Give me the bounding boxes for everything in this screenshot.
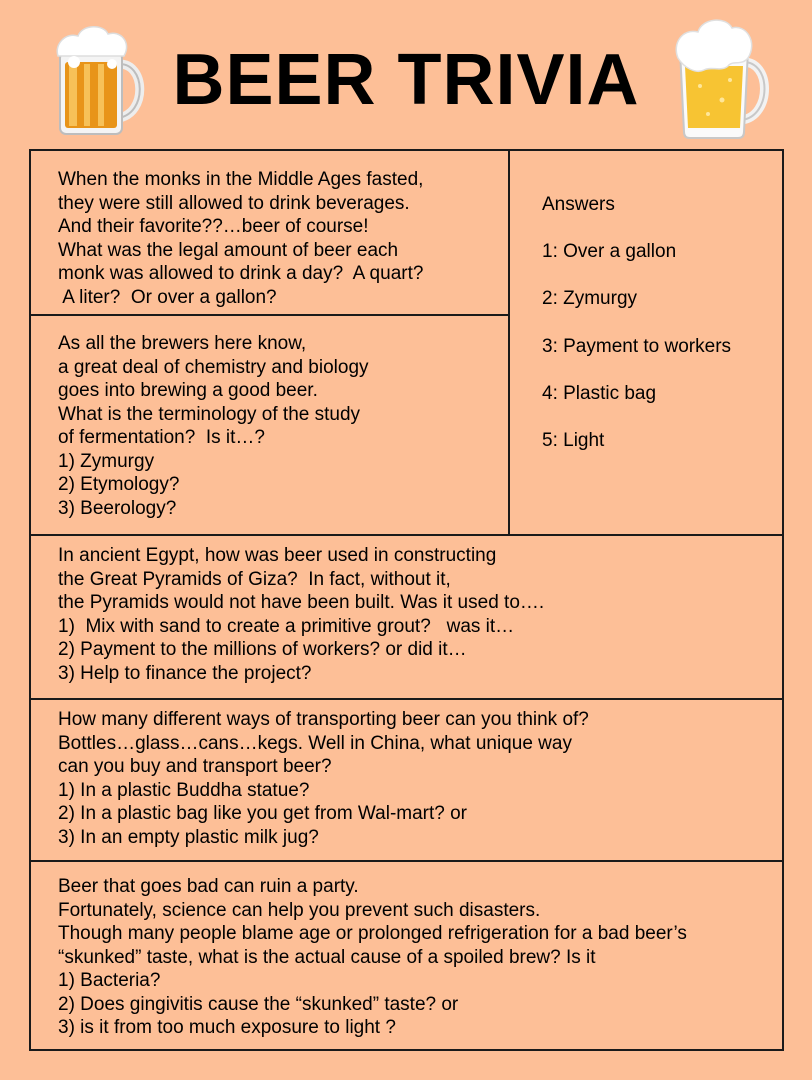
question-line: they were still allowed to drink beverages.: [58, 192, 410, 214]
answers-heading: Answers: [542, 194, 615, 215]
question-option: 2) Does gingivitis cause the “skunked” taste? or: [58, 993, 459, 1015]
beer-mug-icon: [672, 16, 772, 140]
question-line: goes into brewing a good beer.: [58, 380, 318, 401]
question-3-box: [29, 534, 784, 700]
question-1-box: [29, 149, 510, 316]
answer-item: 5: Light: [542, 430, 605, 452]
question-line: Bottles…glass…cans…kegs. Well in China, what unique way: [58, 732, 572, 754]
question-line: What was the legal amount of beer each: [58, 239, 399, 261]
question-line: the Great Pyramids of Giza? In fact, without it,: [58, 568, 451, 590]
question-line: And their favorite??…beer of course!: [58, 216, 369, 237]
question-line: In ancient Egypt, how was beer used in constructing: [58, 545, 497, 566]
question-option: 1) Mix with sand to create a primitive grout? was it…: [58, 615, 515, 637]
question-option: 1) Zymurgy: [58, 450, 155, 472]
answers-box: [508, 149, 784, 536]
question-line: can you buy and transport beer?: [58, 756, 332, 777]
answer-item: 1: Over a gallon: [542, 241, 677, 263]
question-line: What is the terminology of the study: [58, 403, 361, 425]
question-line: How many different ways of transporting beer can you think of?: [58, 709, 589, 730]
question-5-box: [29, 860, 784, 1051]
question-line: “skunked” taste, what is the actual cause of a spoiled brew? Is it: [58, 946, 596, 968]
answer-item: 3: Payment to workers: [542, 335, 732, 357]
question-line: As all the brewers here know,: [58, 333, 307, 354]
question-option: 3) In an empty plastic milk jug?: [58, 826, 319, 848]
question-line: Beer that goes bad can ruin a party.: [58, 876, 359, 897]
answer-item: 2: Zymurgy: [542, 288, 638, 310]
question-option: 3) is it from too much exposure to light ?: [58, 1017, 396, 1038]
question-option: 2) Etymology?: [58, 474, 180, 495]
question-line: Fortunately, science can help you prevent such disasters.: [58, 899, 541, 921]
question-line: of fermentation? Is it…?: [58, 427, 265, 448]
question-line: monk was allowed to drink a day? A quart?: [58, 263, 424, 284]
question-line: a great deal of chemistry and biology: [58, 356, 369, 378]
question-line: Though many people blame age or prolonged refrigeration for a bad beer’s: [58, 923, 687, 944]
question-line: the Pyramids would not have been built. Was it used to….: [58, 592, 545, 613]
page-title: BEER TRIVIA: [172, 40, 640, 120]
question-option: 1) In a plastic Buddha statue?: [58, 779, 310, 801]
answer-item: 4: Plastic bag: [542, 382, 657, 404]
question-option: 2) Payment to the millions of workers? or did it…: [58, 639, 467, 660]
question-option: 3) Beerology?: [58, 497, 177, 519]
question-option: 3) Help to finance the project?: [58, 662, 312, 684]
question-option: 2) In a plastic bag like you get from Wal-mart? or: [58, 803, 468, 824]
question-option: 1) Bacteria?: [58, 970, 161, 991]
question-4-box: [29, 698, 784, 862]
question-line: A liter? Or over a gallon?: [58, 286, 277, 308]
question-2-box: [29, 314, 510, 536]
question-line: When the monks in the Middle Ages fasted,: [58, 169, 424, 190]
